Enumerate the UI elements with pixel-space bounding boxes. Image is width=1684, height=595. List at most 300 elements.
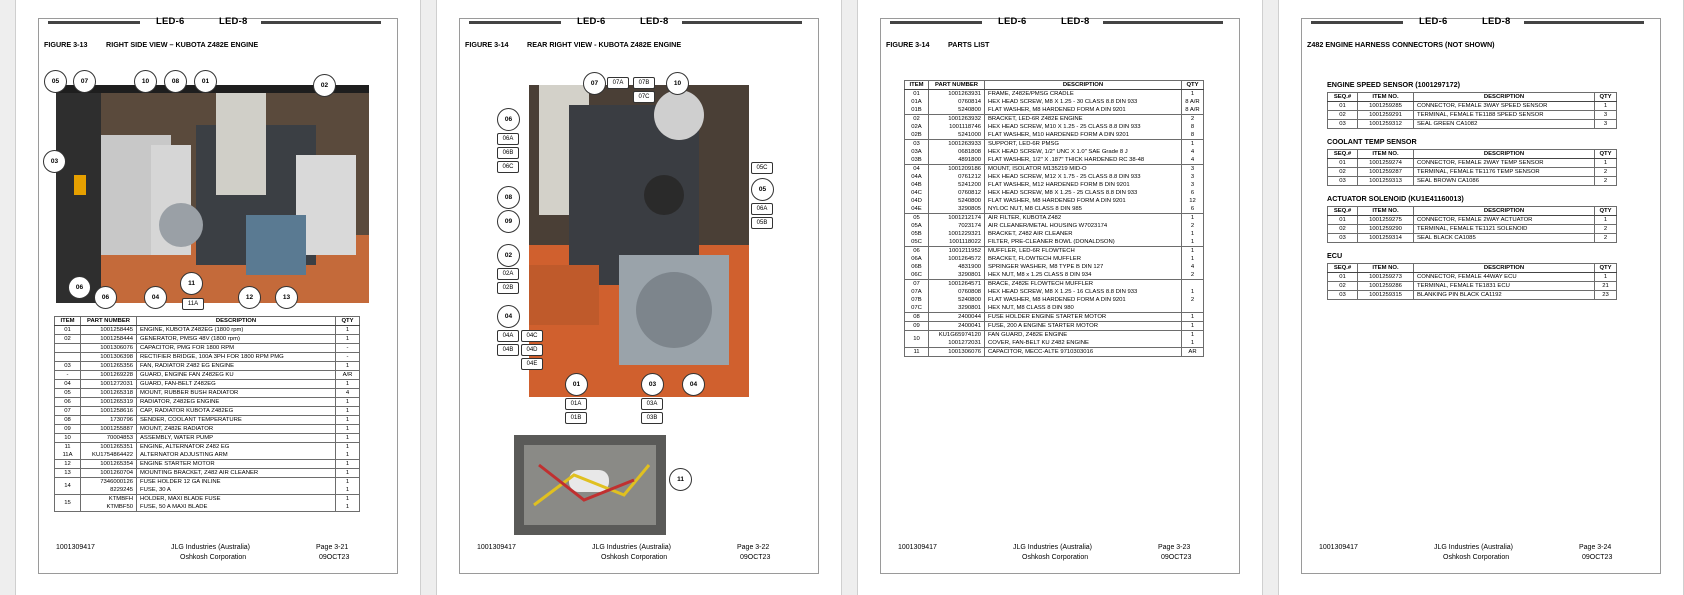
cell-description	[137, 353, 336, 362]
page1-table-body	[55, 326, 360, 512]
cell-item	[1328, 216, 1358, 225]
cell-description	[137, 407, 336, 416]
capacitor-photo-graphic	[514, 435, 666, 535]
col-seq: SEQ.#	[1328, 93, 1358, 102]
cell-qty	[1182, 165, 1204, 214]
cell-description-line: SUPPORT, LED-6R PMSG	[988, 141, 1059, 147]
page-header	[437, 16, 841, 28]
cell-description-line: HEX HEAD SCREW, M8 X 1.25 - 25 CLASS 8.8 DIN 933	[988, 190, 1138, 196]
cell-part-number-line: 2400041	[958, 323, 981, 329]
cell-part-number	[81, 398, 137, 407]
cell-qty-line: 1	[345, 452, 350, 458]
table-row	[55, 371, 360, 380]
cell-part-number-line: 1001265354	[100, 461, 133, 467]
callout-03: 03	[43, 150, 66, 173]
cell-item	[1328, 282, 1358, 291]
cell-description-line: CONNECTOR, FEMALE 2WAY TEMP SENSOR	[1417, 160, 1544, 166]
cell-part-number	[929, 140, 985, 165]
cell-qty-line: 1	[1603, 103, 1608, 109]
callout-04b: 04	[682, 373, 705, 396]
col-item: ITEM	[55, 317, 81, 326]
cell-qty-line: 3	[1603, 121, 1608, 127]
table-row	[1328, 120, 1617, 129]
cell-description-line: FLAT WASHER, M8 HARDENED FORM A DIN 9201	[988, 198, 1126, 204]
figure-title	[886, 40, 989, 49]
cell-description-line: HEX HEAD SCREW, M8 X 1.25 - 16 CLASS 8.8 DIN 933	[988, 289, 1138, 295]
cell-qty	[1182, 214, 1204, 247]
cell-qty-line: 12	[1189, 198, 1196, 204]
cell-description	[137, 425, 336, 434]
cell-qty-line: 4	[1190, 157, 1195, 163]
footer-company2: Oshkosh Corporation	[601, 554, 668, 561]
col-seq: SEQ.#	[1328, 150, 1358, 159]
figure-title	[465, 40, 681, 49]
cell-part-number	[81, 380, 137, 389]
cell-part-number-line: 1001212174	[948, 215, 981, 221]
engine-right-side-photo	[56, 85, 369, 303]
cell-part-number	[81, 443, 137, 460]
cell-qty-line: 4	[345, 390, 350, 396]
header-bar-left	[48, 21, 140, 24]
cell-part-number-line: 1001306076	[100, 345, 133, 351]
cell-part-number	[929, 280, 985, 313]
cell-description	[137, 344, 336, 353]
page-header	[1279, 16, 1683, 28]
cell-item-line: 03	[1339, 292, 1346, 298]
cell-item	[905, 115, 929, 140]
cell-item-line: 14	[64, 483, 71, 489]
cell-item-line: 02A	[911, 124, 922, 130]
footer-page: Page 3-22	[737, 544, 770, 551]
cell-description	[985, 214, 1182, 247]
callout-08: 08	[164, 70, 187, 93]
callout-10: 10	[134, 70, 157, 93]
cell-description-line: MOUNT, ISOLATOR M135219 MID-O	[988, 166, 1087, 172]
figure-caption: REAR RIGHT VIEW - KUBOTA Z482E ENGINE	[527, 40, 682, 49]
cell-part-number	[1358, 291, 1414, 300]
cell-description-line: FRAME, Z482E/PMSG CRADLE	[988, 91, 1074, 97]
cell-qty	[1182, 322, 1204, 331]
callout-04a: 04	[497, 305, 520, 328]
header-bar-right	[1524, 21, 1644, 24]
cell-part-number-line: 1001265351	[100, 444, 133, 450]
cell-description-line: HEX HEAD SCREW, M10 X 1.25 - 25 CLASS 8.8 DIN 933	[988, 124, 1141, 130]
harness-section-title: COOLANT TEMP SENSOR	[1327, 137, 1417, 146]
cell-item	[1328, 225, 1358, 234]
cell-description	[137, 443, 336, 460]
header-bar-right	[682, 21, 802, 24]
cell-item-line: 10	[64, 435, 71, 441]
cell-part-number	[929, 247, 985, 280]
table-row	[1328, 273, 1617, 282]
cell-part-number-line: 3290801	[958, 305, 981, 311]
cell-item-line: 02	[1339, 169, 1346, 175]
table-row	[1328, 102, 1617, 111]
cell-qty	[1182, 90, 1204, 115]
cell-item-line: 01	[1339, 217, 1346, 223]
cell-description-line: AIR CLEANER/METAL HOUSING W7023174	[988, 223, 1108, 229]
table-row	[55, 389, 360, 398]
cell-item-line: 02	[913, 116, 920, 122]
cell-qty	[336, 469, 360, 478]
cell-qty-line: 1	[1190, 141, 1195, 147]
table-row	[55, 495, 360, 512]
callout-box-11a: 11A	[182, 298, 204, 310]
cell-part-number-line: 1001265318	[100, 390, 133, 396]
cell-qty-line: 3	[1190, 182, 1195, 188]
cell-description-line: SEAL BLACK CA1085	[1417, 235, 1476, 241]
cell-part-number-line: 1001229321	[948, 231, 981, 237]
cell-qty-line: 1	[1603, 217, 1608, 223]
callout-07: 07	[583, 72, 606, 95]
footer-page: Page 3-23	[1158, 544, 1191, 551]
engine-photo-graphic	[529, 85, 749, 397]
cell-part-number	[81, 344, 137, 353]
cell-description-line: HEX HEAD SCREW, M8 X 1.25 - 30 CLASS 8.8 DIN 933	[988, 99, 1138, 105]
cell-item	[1328, 168, 1358, 177]
cell-qty-line: 1	[1190, 314, 1195, 320]
cell-qty-line: 8	[1190, 132, 1195, 138]
cell-qty	[336, 425, 360, 434]
cell-item	[1328, 159, 1358, 168]
cell-item	[55, 425, 81, 434]
cell-item	[55, 398, 81, 407]
cell-description-line: BRACKET, Z482 AIR CLEANER	[988, 231, 1073, 237]
header-bar-left	[1311, 21, 1403, 24]
cell-description-line: MUFFLER, LED-6R FLOWTECH	[988, 248, 1075, 254]
cell-qty-line: 2	[1603, 226, 1608, 232]
cell-item	[905, 322, 929, 331]
cell-description-line: TERMINAL, FEMALE TE1176 TEMP SENSOR	[1417, 169, 1540, 175]
box-05b: 05B	[751, 217, 773, 229]
cell-item	[905, 313, 929, 322]
cell-qty-line: 6	[1190, 206, 1195, 212]
cell-description	[137, 398, 336, 407]
cell-part-number-line: 1001259286	[1369, 283, 1402, 289]
cell-part-number	[81, 326, 137, 335]
cell-description-line: ASSEMBLY, WATER PUMP	[140, 435, 214, 441]
cell-item	[55, 362, 81, 371]
cell-description-line: GENERATOR, PMSG 48V (1800 rpm)	[140, 336, 240, 342]
cell-description-line: GUARD, FAN-BELT Z482EG	[140, 381, 216, 387]
cell-part-number-line: 1001264572	[948, 256, 981, 262]
cell-item	[55, 478, 81, 495]
cell-part-number	[81, 389, 137, 398]
col-qty: QTY	[1595, 264, 1617, 273]
cell-description-line: CAPACITOR, MECC-ALTE 9710303016	[988, 349, 1094, 355]
box-01a: 01A	[565, 398, 587, 410]
cell-part-number-line: 4831900	[958, 264, 981, 270]
cell-part-number	[1358, 225, 1414, 234]
cell-item-line: 01	[913, 91, 920, 97]
table-row	[1328, 111, 1617, 120]
cell-item	[55, 434, 81, 443]
footer-company: JLG Industries (Australia)	[171, 544, 250, 551]
cell-part-number-line: 8229245	[110, 487, 133, 493]
cell-description-line: CAP, RADIATOR KUBOTA Z482EG	[140, 408, 234, 414]
cell-qty-line: 1	[345, 408, 350, 414]
cell-item-line: 04C	[911, 190, 922, 196]
col-description: DESCRIPTION	[1414, 264, 1595, 273]
cell-item	[905, 247, 929, 280]
page-3-24	[1278, 0, 1684, 595]
cell-description-line: SEAL BROWN CA1086	[1417, 178, 1479, 184]
cell-item-line: 03	[913, 141, 920, 147]
cell-part-number-line: 1001255887	[100, 426, 133, 432]
footer-company2: Oshkosh Corporation	[1022, 554, 1089, 561]
cell-qty-line: 1	[345, 504, 350, 510]
col-item: ITEM	[905, 81, 929, 90]
figure-label: FIGURE 3-14	[886, 40, 930, 49]
cell-qty	[1595, 111, 1617, 120]
cell-qty	[1595, 273, 1617, 282]
cell-qty-line: 1	[345, 399, 350, 405]
cell-description-line: FLAT WASHER, M12 HARDENED FORM B DIN 9201	[988, 182, 1130, 188]
table-row	[55, 344, 360, 353]
cell-description-line: TERMINAL, FEMALE TE1121 SOLENOID	[1417, 226, 1528, 232]
cell-item	[905, 214, 929, 247]
cell-part-number-line: 1001269228	[100, 372, 133, 378]
header-bar-left	[469, 21, 561, 24]
table-row	[905, 247, 1204, 280]
cell-item-line: 13	[64, 470, 71, 476]
cell-qty-line: 3	[1190, 174, 1195, 180]
cell-item-line: 06	[913, 248, 920, 254]
cell-part-number	[81, 495, 137, 512]
cell-qty-line: 1	[345, 496, 350, 502]
cell-item-line: 02	[64, 336, 71, 342]
table-row	[55, 416, 360, 425]
callout-06: 06	[497, 108, 520, 131]
cell-item	[1328, 120, 1358, 129]
cell-qty-line: 1	[345, 444, 350, 450]
cell-qty-line: 6	[1190, 190, 1195, 196]
cell-part-number	[929, 214, 985, 247]
header-model-right: LED-8	[1482, 16, 1511, 27]
cell-description	[137, 469, 336, 478]
cell-item-line: 07A	[911, 289, 922, 295]
box-04b: 04B	[497, 344, 519, 356]
cell-qty-line: 1	[1190, 332, 1195, 338]
cell-part-number	[929, 331, 985, 348]
cell-item-line: 01	[64, 327, 71, 333]
figure-title	[44, 40, 258, 49]
callout-13: 13	[275, 286, 298, 309]
cell-description-line: FLAT WASHER, M8 HARDENED FORM A DIN 9201	[988, 297, 1126, 303]
cell-qty-line: 8 A/R	[1185, 107, 1200, 113]
cell-part-number-line: 1001259285	[1369, 103, 1402, 109]
cell-item	[905, 348, 929, 357]
cell-description	[1414, 282, 1595, 291]
cell-qty-line: 2	[1603, 235, 1608, 241]
footer-company: JLG Industries (Australia)	[1434, 544, 1513, 551]
cell-description	[137, 335, 336, 344]
footer-doc-number: 1001309417	[1319, 544, 1358, 551]
cell-item	[1328, 111, 1358, 120]
cell-qty	[1595, 120, 1617, 129]
cell-qty	[1182, 140, 1204, 165]
footer-date: 09OCT23	[740, 554, 771, 561]
table-row	[55, 443, 360, 460]
cell-description-line: MOUNTING BRACKET, Z482 AIR CLEANER	[140, 470, 259, 476]
cell-item	[55, 371, 81, 380]
box-07a: 07A	[607, 77, 629, 89]
cell-part-number	[81, 335, 137, 344]
figure-label: FIGURE 3-13	[44, 40, 88, 49]
cell-qty	[1182, 115, 1204, 140]
callout-11: 11	[180, 272, 203, 295]
cell-qty-line: A/R	[342, 372, 353, 378]
table-row	[1328, 234, 1617, 243]
box-04e: 04E	[521, 358, 543, 370]
col-qty: QTY	[336, 317, 360, 326]
footer-page: Page 3-21	[316, 544, 349, 551]
cell-item-line: 06A	[911, 256, 922, 262]
cell-part-number	[929, 90, 985, 115]
cell-item	[905, 280, 929, 313]
box-07c: 07C	[633, 91, 655, 103]
cell-qty	[336, 478, 360, 495]
cell-description	[985, 140, 1182, 165]
table-row	[905, 140, 1204, 165]
box-04d: 04D	[521, 344, 543, 356]
box-02b: 02B	[497, 282, 519, 294]
cell-item-line: 03	[64, 363, 71, 369]
cell-part-number	[81, 460, 137, 469]
table-row	[55, 335, 360, 344]
table-row	[905, 280, 1204, 313]
table-row	[55, 362, 360, 371]
cell-description-line: FUSE HOLDER 12 GA INLINE	[140, 479, 221, 485]
figure-caption: PARTS LIST	[948, 40, 990, 49]
cell-part-number-line: 5241000	[958, 132, 981, 138]
cell-description-line: GUARD, ENGINE FAN Z482EG KU	[140, 372, 234, 378]
cell-part-number	[1358, 120, 1414, 129]
cell-item-line: 10	[913, 336, 920, 342]
header-bar-left	[890, 21, 982, 24]
cell-part-number-line: 1001259313	[1369, 178, 1402, 184]
cell-item-line: 06	[64, 399, 71, 405]
cell-item-line: 02	[1339, 283, 1346, 289]
cell-qty	[336, 389, 360, 398]
cell-part-number-line: 0760814	[958, 99, 981, 105]
cell-qty-line: 1	[345, 479, 350, 485]
header-model-left: LED-6	[577, 16, 606, 27]
cell-qty-line: 8 A/R	[1185, 99, 1200, 105]
cell-description	[1414, 177, 1595, 186]
cell-part-number-line: 1730796	[110, 417, 133, 423]
cell-qty	[336, 460, 360, 469]
table-row	[55, 380, 360, 389]
cell-part-number-line: 5240800	[958, 107, 981, 113]
cell-description-line: FLAT WASHER, M10 HARDENED FORM A DIN 9201	[988, 132, 1129, 138]
cell-qty-line: 4	[1190, 264, 1195, 270]
page3-table-body	[905, 90, 1204, 357]
callout-03: 03	[641, 373, 664, 396]
callout-08: 08	[497, 186, 520, 209]
table-row	[905, 322, 1204, 331]
cell-description-line: SPRINGER WASHER, M8 TYPE B DIN 127	[988, 264, 1104, 270]
cell-description	[137, 389, 336, 398]
callout-02: 02	[313, 74, 336, 97]
cell-qty-line: 1	[345, 487, 350, 493]
header-model-right: LED-8	[640, 16, 669, 27]
cell-qty	[336, 495, 360, 512]
cell-qty-line: 8	[1190, 124, 1195, 130]
page3-parts-table	[904, 80, 1204, 357]
cell-item	[55, 335, 81, 344]
cell-qty-line: 1	[1603, 160, 1608, 166]
cell-part-number	[1358, 168, 1414, 177]
cell-qty-line: 1	[1190, 248, 1195, 254]
cell-part-number-line: 1001263932	[948, 116, 981, 122]
cell-description	[137, 380, 336, 389]
cell-description	[985, 313, 1182, 322]
callout-11: 11	[669, 468, 692, 491]
cell-part-number-line: 1001272031	[948, 340, 981, 346]
cell-part-number-line: 1001306398	[100, 354, 133, 360]
cell-part-number-line: KTMBFH	[108, 496, 133, 502]
cell-description	[985, 165, 1182, 214]
cell-qty-line: 1	[345, 381, 350, 387]
cell-part-number-line: 1001211952	[948, 248, 981, 254]
table-row	[1328, 216, 1617, 225]
cell-description	[985, 90, 1182, 115]
box-02a: 02A	[497, 268, 519, 280]
cell-item-line: 08	[64, 417, 71, 423]
cell-part-number-line: 1001118746	[949, 124, 981, 130]
cell-item-line: 05A	[911, 223, 922, 229]
cell-item-line: 11A	[62, 452, 73, 458]
col-qty: QTY	[1595, 150, 1617, 159]
cell-part-number-line: 1001259274	[1369, 160, 1402, 166]
cell-part-number-line: 1001265356	[100, 363, 133, 369]
table-row	[905, 313, 1204, 322]
cell-qty-line: 2	[1190, 297, 1195, 303]
cell-part-number-line: 0761212	[958, 174, 981, 180]
cell-item-line: 04D	[911, 198, 922, 204]
callout-02: 02	[497, 244, 520, 267]
harness-table	[1327, 206, 1617, 243]
table-row	[55, 407, 360, 416]
cell-description-line: HEX HEAD SCREW, M12 X 1.75 - 25 CLASS 8.8 DIN 933	[988, 174, 1141, 180]
cell-item-line: 03	[1339, 235, 1346, 241]
cell-description-line: CONNECTOR, FEMALE 3WAY SPEED SENSOR	[1417, 103, 1548, 109]
engine-photo-graphic	[56, 85, 369, 303]
cell-qty	[1182, 247, 1204, 280]
col-item-no: ITEM NO.	[1358, 93, 1414, 102]
header-model-left: LED-6	[156, 16, 185, 27]
cell-part-number	[1358, 216, 1414, 225]
cell-qty	[336, 398, 360, 407]
cell-item	[1328, 234, 1358, 243]
cell-description	[985, 322, 1182, 331]
cell-part-number	[1358, 282, 1414, 291]
cell-item-line: 11	[913, 349, 920, 355]
cell-qty	[1595, 234, 1617, 243]
cell-part-number-line: 7023174	[958, 223, 981, 229]
table-row	[55, 478, 360, 495]
cell-qty-line: 1	[345, 417, 350, 423]
cell-qty-line: 2	[1190, 272, 1195, 278]
cell-item	[55, 416, 81, 425]
cell-item	[55, 407, 81, 416]
cell-description-line: FUSE HOLDER ENGINE STARTER MOTOR	[988, 314, 1107, 320]
cell-part-number	[81, 478, 137, 495]
cell-description-line: ENGINE STARTER MOTOR	[140, 461, 215, 467]
cell-qty-line: 21	[1602, 283, 1609, 289]
table-row	[905, 331, 1204, 348]
